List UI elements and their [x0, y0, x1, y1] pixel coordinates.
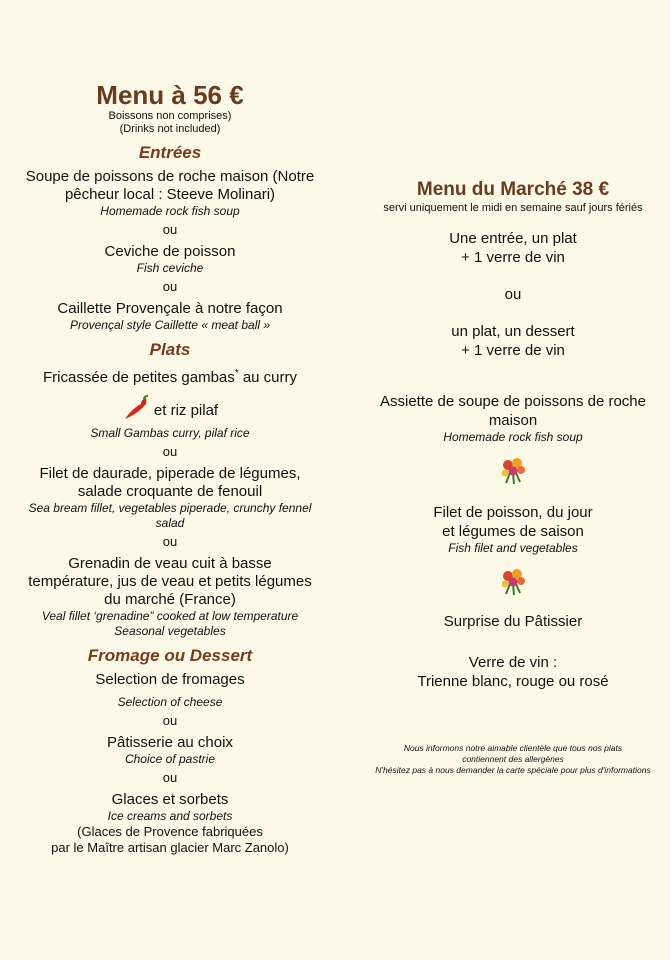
drinks-note-en: (Drinks not included) — [119, 123, 221, 135]
dessert-3-note-a: (Glaces de Provence fabriquées — [77, 824, 263, 839]
option-1-a: Une entrée, un plat — [449, 230, 577, 247]
dessert-2-fr: Pâtisserie au choix — [107, 734, 233, 751]
fish-fr-a: Filet de poisson, du jour — [433, 504, 593, 521]
or-separator: ou — [162, 222, 178, 237]
entree-2-fr: Ceviche de poisson — [104, 243, 236, 260]
soup-fr-a: Assiette de soupe de poissons de roche — [379, 393, 646, 410]
dessert-3-fr: Glaces et sorbets — [111, 791, 229, 808]
plat-2-en-a: Sea bream fillet, vegetables piperade, crunchy fennel — [28, 501, 312, 515]
chili-pepper-icon — [122, 395, 152, 426]
entrees-heading: Entrées — [138, 143, 202, 162]
plats-heading: Plats — [149, 340, 191, 359]
entree-3-fr: Caillette Provençale à notre façon — [57, 300, 283, 317]
option-2-a: un plat, un dessert — [451, 323, 575, 340]
dessert-3-en: Ice creams and sorbets — [107, 809, 233, 823]
plat-3-fr-a: Grenadin de veau cuit à basse — [68, 555, 272, 572]
menu-marche-subtitle: servi uniquement le midi en semaine sauf jours fériés — [383, 202, 643, 214]
menu-marche-title: Menu du Marché 38 € — [416, 179, 610, 200]
plat-3-fr-b: température, jus de veau et petits légumes — [28, 573, 312, 590]
menu-56-title: Menu à 56 € — [96, 80, 244, 110]
dessert-1-en: Selection of cheese — [117, 695, 223, 709]
drinks-note-fr: Boissons non comprises) — [108, 110, 232, 122]
flower-bouquet-icon — [496, 453, 530, 487]
soup-en: Homemade rock fish soup — [443, 430, 583, 444]
plat-1-fr-b — [0, 395, 340, 426]
or-separator: ou — [162, 713, 178, 728]
entree-3-en: Provençal style Caillette « meat ball » — [69, 318, 271, 332]
plat-3-fr-c: du marché (France) — [104, 591, 236, 608]
option-1-b: + 1 verre de vin — [461, 249, 565, 266]
dessert-heading: Fromage ou Dessert — [87, 646, 253, 665]
entree-1-fr-b: pêcheur local : Steeve Molinari) — [64, 186, 276, 203]
surprise-patissier: Surprise du Pâtissier — [443, 613, 583, 630]
plat-1-fr-a-text: Fricassée de petites gambas — [42, 369, 235, 386]
plat-3-en-b: Seasonal vegetables — [114, 624, 226, 638]
or-separator-right: ou — [504, 286, 522, 303]
plat-3-en-a: Veal fillet ‘grenadine” cooked at low temperature — [41, 609, 299, 623]
entree-1-en: Homemade rock fish soup — [100, 204, 240, 218]
fish-fr-b: et légumes de saison — [442, 523, 584, 540]
entree-2-en: Fish ceviche — [136, 261, 204, 275]
plat-2-fr-b: salade croquante de fenouil — [77, 483, 263, 500]
menu-56-column — [0, 80, 340, 856]
plat-1-en: Small Gambas curry, pilaf rice — [90, 426, 250, 440]
dessert-1-fr: Selection de fromages — [95, 671, 245, 688]
dessert-3-note-b: par le Maître artisan glacier Marc Zanolo) — [51, 840, 289, 855]
allergen-note-c: N'hésitez pas à nous demander la carte spéciale pour plus d'informations — [375, 765, 651, 775]
dessert-2-en: Choice of pastrie — [124, 752, 216, 766]
or-separator: ou — [162, 444, 178, 459]
or-separator: ou — [162, 770, 178, 785]
plat-1-fr-a — [0, 365, 340, 387]
option-2-b: + 1 verre de vin — [461, 342, 565, 359]
allergen-note-b: contiennent des allergènes — [462, 754, 564, 764]
plat-2-en-b: salad — [155, 516, 185, 530]
flower-bouquet-icon — [496, 564, 530, 598]
wine-label: Verre de vin : — [468, 654, 558, 671]
or-separator: ou — [162, 534, 178, 549]
or-separator: ou — [162, 279, 178, 294]
allergen-star: * — [234, 368, 239, 379]
soup-fr-b: maison — [488, 412, 538, 429]
plat-2-fr-a: Filet de daurade, piperade de légumes, — [39, 465, 301, 482]
allergen-note-a: Nous informons notre aimable clientèle que tous nos plats — [403, 743, 623, 753]
fish-en: Fish filet and vegetables — [448, 541, 578, 555]
plat-1-fr-b-text: et riz pilaf — [153, 402, 219, 419]
menu-marche-column — [360, 178, 666, 776]
entree-1-fr-a: Soupe de poissons de roche maison (Notre — [25, 168, 315, 185]
plat-1-fr-a-text2: au curry — [238, 369, 298, 386]
wine-choices: Trienne blanc, rouge ou rosé — [417, 673, 609, 690]
